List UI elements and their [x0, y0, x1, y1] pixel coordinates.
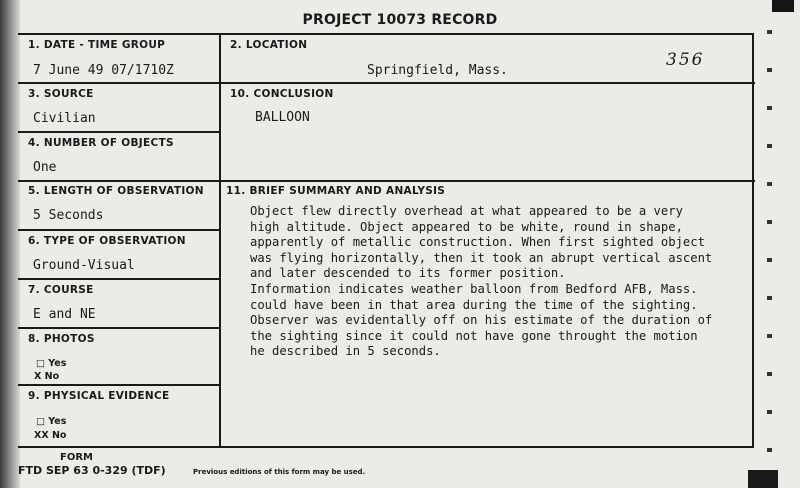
record-title: PROJECT 10073 RECORD	[302, 12, 498, 28]
photos-yes-option	[36, 358, 66, 369]
location-label: 2. LOCATION	[230, 39, 308, 51]
summary-line: Object flew directly overhead at what appeared to be a very	[250, 204, 683, 218]
location-value: Springfield, Mass.	[367, 63, 508, 78]
summary-label: 11. BRIEF SUMMARY AND ANALYSIS	[226, 185, 446, 197]
summary-line: high altitude. Object appeared to be white, round in shape,	[250, 219, 683, 234]
summary-line: was flying horizontally, then it took an abrupt vertical ascent	[250, 250, 713, 265]
photos-no-checkbox: X	[34, 371, 42, 382]
type-of-observation-value: Ground-Visual	[33, 258, 135, 273]
summary-line: Information indicates weather balloon from Bedford AFB, Mass.	[250, 281, 698, 296]
summary-text	[250, 204, 770, 360]
conclusion-value: BALLOON	[255, 110, 310, 125]
date-time-label: 1. DATE - TIME GROUP	[28, 39, 166, 51]
corner-mark	[772, 0, 794, 12]
source-value: Civilian	[33, 111, 96, 126]
row-divider	[18, 131, 220, 133]
photos-yes-label: Yes	[48, 358, 67, 369]
summary-line: and later descended to its former position.	[250, 266, 566, 281]
physical-evidence-no-checkbox: XX	[34, 430, 49, 441]
number-of-objects-label: 4. NUMBER OF OBJECTS	[28, 137, 174, 149]
summary-line: the sighting since it could not have gone throught the motion	[250, 328, 698, 343]
summary-line: Observer was evidentally off on his estimate of the duration of	[250, 313, 713, 328]
physical-evidence-no-label: No	[51, 430, 67, 441]
type-of-observation-label: 6. TYPE OF OBSERVATION	[28, 235, 186, 247]
photos-yes-checkbox: □	[36, 358, 45, 369]
row-divider	[18, 229, 220, 231]
row-divider	[18, 278, 220, 280]
source-label: 3. SOURCE	[28, 88, 94, 100]
summary-line: he described in 5 seconds.	[250, 344, 441, 359]
photos-no-option	[34, 371, 59, 382]
scan-edge	[0, 0, 20, 488]
date-time-value: 7 June 49 07/1710Z	[33, 63, 174, 78]
conclusion-label: 10. CONCLUSION	[230, 88, 334, 100]
row-divider	[18, 82, 755, 84]
physical-evidence-no-option	[34, 430, 66, 441]
physical-evidence-yes-checkbox: □	[36, 416, 45, 427]
course-value: E and NE	[33, 307, 96, 322]
physical-evidence-label: 9. PHYSICAL EVIDENCE	[28, 390, 170, 402]
row-divider	[18, 327, 220, 329]
number-of-objects-value: One	[33, 160, 57, 175]
row-divider	[18, 180, 755, 182]
photos-no-label: No	[44, 371, 60, 382]
physical-evidence-yes-label: Yes	[48, 416, 67, 427]
footer-form-id: FTD SEP 63 0-329 (TDF)	[18, 464, 166, 477]
footer-note: Previous editions of this form may be used.	[193, 468, 366, 476]
length-of-observation-value: 5 Seconds	[33, 208, 104, 223]
length-of-observation-label: 5. LENGTH OF OBSERVATION	[28, 185, 204, 197]
footer-form-label: FORM	[60, 452, 93, 463]
summary-line: apparently of metallic construction. When first sighted object	[250, 235, 705, 250]
corner-mark-bottom	[748, 470, 778, 488]
course-label: 7. COURSE	[28, 284, 94, 296]
summary-line: could have been in that area during the time of the sighting.	[250, 297, 698, 312]
photos-label: 8. PHOTOS	[28, 333, 95, 345]
row-divider	[18, 384, 220, 386]
physical-evidence-yes-option	[36, 416, 66, 427]
handwritten-record-number: 356	[666, 50, 705, 70]
